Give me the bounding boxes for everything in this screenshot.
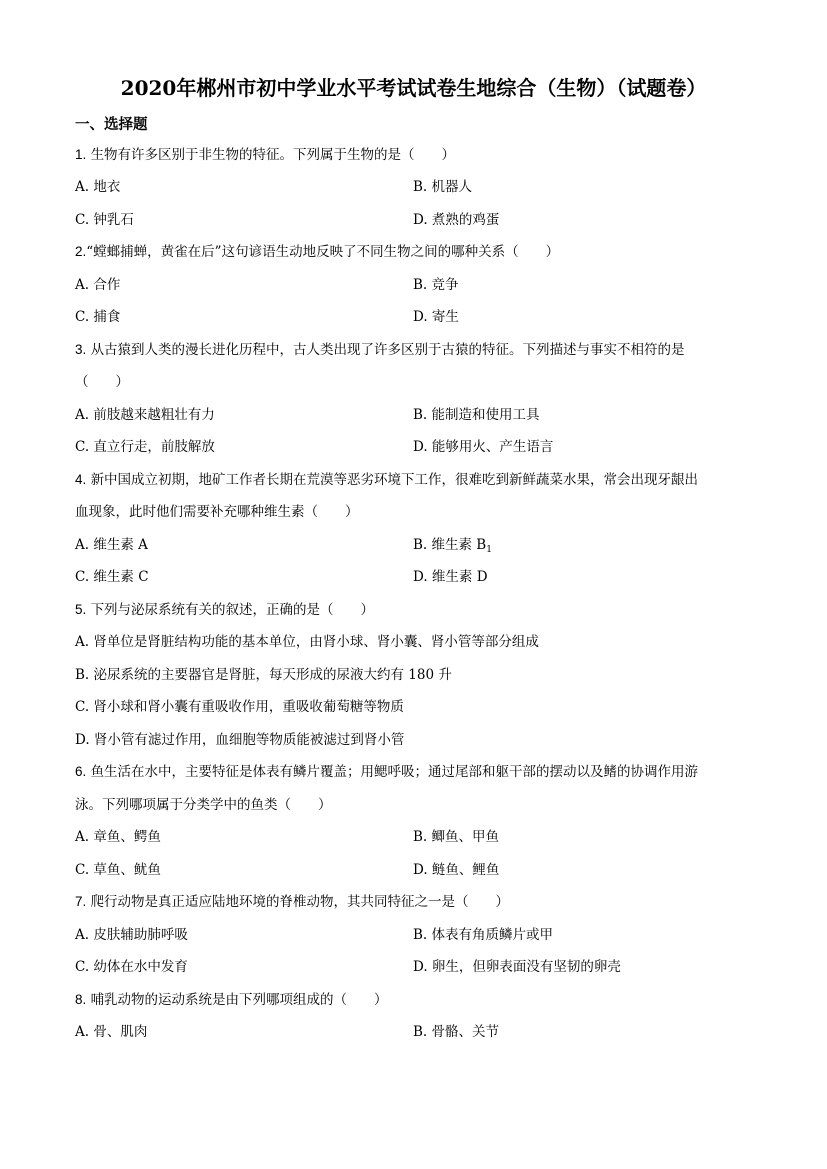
question-1-option-c: C. 钟乳石 bbox=[75, 212, 134, 228]
question-1-option-b: B. 机器人 bbox=[413, 179, 473, 195]
question-5-option-a: A. 肾单位是肾脏结构功能的基本单位，由肾小球、肾小囊、肾小管等部分组成 bbox=[75, 634, 539, 650]
question-4-stem-cont: 血现象，此时他们需要补充哪种维生素（ ） bbox=[75, 504, 359, 520]
question-4-option-a: A. 维生素 A bbox=[75, 537, 148, 553]
question-5-option-b: B. 泌尿系统的主要器官是肾脏，每天形成的尿液大约有 180 升 bbox=[75, 667, 452, 683]
question-1-option-d: D. 煮熟的鸡蛋 bbox=[413, 212, 500, 228]
question-8-option-a: A. 骨、肌肉 bbox=[75, 1024, 148, 1040]
question-6-option-b: B. 鲫鱼、甲鱼 bbox=[413, 829, 500, 845]
question-2-option-b: B. 竞争 bbox=[413, 277, 459, 293]
question-6-option-d: D. 鲢鱼、鲤鱼 bbox=[413, 862, 500, 878]
question-1-stem: 1. 生物有许多区别于非生物的特征。下列属于生物的是（ ） bbox=[75, 147, 456, 163]
question-7-stem: 7. 爬行动物是真正适应陆地环境的脊椎动物，其共同特征之一是（ ） bbox=[75, 894, 510, 910]
question-4-stem: 4. 新中国成立初期，地矿工作者长期在荒漠等恶劣环境下工作，很难吃到新鲜蔬菜水果，常会出现牙龈出 bbox=[75, 472, 699, 488]
question-6-stem-cont: 泳。下列哪项属于分类学中的鱼类（ ） bbox=[75, 797, 332, 813]
question-5-stem: 5. 下列与泌尿系统有关的叙述，正确的是（ ） bbox=[75, 602, 375, 618]
question-5-option-d: D. 肾小管有滤过作用，血细胞等物质能被滤过到肾小管 bbox=[75, 732, 405, 748]
question-3-stem-cont: （ ） bbox=[75, 374, 129, 390]
question-7-option-b: B. 体表有角质鳞片或甲 bbox=[413, 927, 554, 943]
question-3-option-d: D. 能够用火、产生语言 bbox=[413, 439, 554, 455]
question-4-option-c: C. 维生素 C bbox=[75, 569, 149, 585]
question-5-option-c: C. 肾小球和肾小囊有重吸收作用，重吸收葡萄糖等物质 bbox=[75, 699, 404, 715]
question-2-stem: 2.“螳螂捕蝉，黄雀在后”这句谚语生动地反映了不同生物之间的哪种关系（ ） bbox=[75, 244, 560, 260]
question-2-option-a: A. 合作 bbox=[75, 277, 121, 293]
question-8-stem: 8. 哺乳动物的运动系统是由下列哪项组成的（ ） bbox=[75, 992, 388, 1008]
section-heading: 一、选择题 bbox=[75, 116, 148, 133]
question-2-option-c: C. 捕食 bbox=[75, 309, 121, 325]
question-3-option-b: B. 能制造和使用工具 bbox=[413, 407, 540, 423]
question-3-option-c: C. 直立行走，前肢解放 bbox=[75, 439, 215, 455]
question-3-option-a: A. 前肢越来越粗壮有力 bbox=[75, 407, 215, 423]
question-7-option-d: D. 卵生，但卵表面没有坚韧的卵壳 bbox=[413, 959, 621, 975]
question-4-option-b: B. 维生素 $B_1$ bbox=[413, 537, 492, 555]
question-7-option-a: A. 皮肤辅助肺呼吸 bbox=[75, 927, 188, 943]
question-1-option-a: A. 地衣 bbox=[75, 179, 121, 195]
question-2-option-d: D. 寄生 bbox=[413, 309, 459, 325]
page-title: 2020年郴州市初中学业水平考试试卷生地综合（生物）（试题卷） bbox=[120, 76, 707, 100]
question-6-stem: 6. 鱼生活在水中，主要特征是体表有鳞片覆盖；用鳃呼吸；通过尾部和躯干部的摆动以及鳍的协调作用游 bbox=[75, 764, 699, 780]
question-7-option-c: C. 幼体在水中发育 bbox=[75, 959, 188, 975]
question-6-option-c: C. 草鱼、鱿鱼 bbox=[75, 862, 161, 878]
question-8-option-b: B. 骨骼、关节 bbox=[413, 1024, 500, 1040]
question-6-option-a: A. 章鱼、鳄鱼 bbox=[75, 829, 161, 845]
question-4-option-d: D. 维生素 D bbox=[413, 569, 488, 585]
question-3-stem: 3. 从古猿到人类的漫长进化历程中，古人类出现了许多区别于古猿的特征。下列描述与事实不相符的是 bbox=[75, 342, 685, 358]
